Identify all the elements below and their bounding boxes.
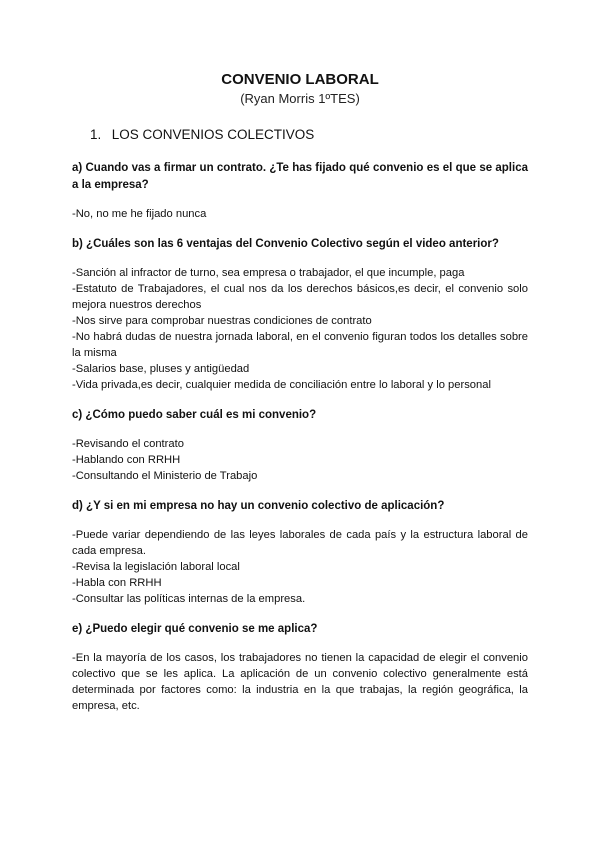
answer-block — [72, 265, 528, 393]
section-heading — [90, 126, 528, 144]
answer-line: -Hablando con RRHH — [72, 454, 181, 466]
answer-line: -En la mayoría de los casos, los trabajadores no tienen la capacidad de elegir el convenio colectivo que se les aplica. La aplicación de un convenio colectivo generalmente está determinada por factores como: la industria en la que trabajas, la región geográfica, la empresa, etc. — [72, 652, 528, 712]
answer-line: -Consultando el Ministerio de Trabajo — [72, 470, 258, 482]
question: b) ¿Cuáles son las 6 ventajas del Convenio Colectivo según el video anterior? — [72, 238, 499, 250]
answer-line: -Salarios base, pluses y antigüedad — [72, 363, 250, 375]
document-page — [72, 70, 528, 714]
answer-line: -No, no me he fijado nunca — [72, 208, 207, 220]
question: c) ¿Cómo puedo saber cuál es mi convenio? — [72, 409, 317, 421]
answer-line: -Consultar las políticas internas de la empresa. — [72, 593, 306, 605]
answer-block — [72, 650, 528, 714]
answer-line: -No habrá dudas de nuestra jornada laboral, en el convenio figuran todos los detalles sobre la misma — [72, 331, 528, 359]
document-subtitle: (Ryan Morris 1ºTES) — [240, 91, 360, 106]
answer-line: -Puede variar dependiendo de las leyes laborales de cada país y la estructura laboral de cada empresa. — [72, 529, 528, 557]
question: d) ¿Y si en mi empresa no hay un convenio colectivo de aplicación? — [72, 500, 445, 512]
section-title: LOS CONVENIOS COLECTIVOS — [111, 127, 315, 142]
answer-block — [72, 436, 528, 484]
answer-line: -Estatuto de Trabajadores, el cual nos da los derechos básicos,es decir, el convenio solo mejora nuestros derechos — [72, 283, 528, 311]
answer-block — [72, 527, 528, 607]
question: a) Cuando vas a firmar un contrato. ¿Te has fijado qué convenio es el que se aplica a la empresa? — [72, 162, 528, 191]
document-title: CONVENIO LABORAL — [221, 71, 379, 88]
answer-line: -Revisando el contrato — [72, 438, 184, 450]
answer-line: -Sanción al infractor de turno, sea empresa o trabajador, el que incumple, paga — [72, 267, 465, 279]
question: e) ¿Puedo elegir qué convenio se me aplica? — [72, 623, 318, 635]
section-number: 1. — [90, 127, 102, 142]
answer-line: -Revisa la legislación laboral local — [72, 561, 240, 573]
answer-line: -Vida privada,es decir, cualquier medida de conciliación entre lo laboral y lo personal — [72, 379, 491, 391]
answer-line: -Habla con RRHH — [72, 577, 162, 589]
qa-list — [72, 160, 528, 714]
answer-block — [72, 206, 528, 222]
answer-line: -Nos sirve para comprobar nuestras condiciones de contrato — [72, 315, 372, 327]
